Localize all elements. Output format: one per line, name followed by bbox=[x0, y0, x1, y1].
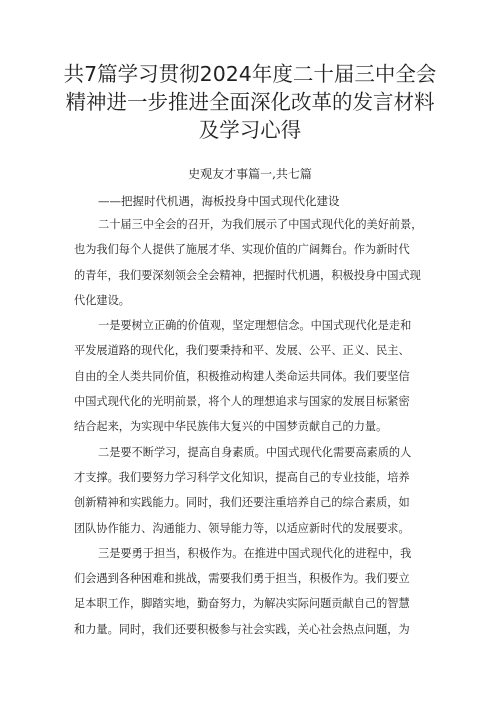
text-line: 团队协作能力、沟通能力、领导能力等，以适应新时代的发展要求。 bbox=[74, 521, 410, 535]
paragraph-4 bbox=[74, 541, 434, 642]
text-line: 的青年，我们要深刻领会全会精神，把握时代机遇，积极投身中国式现 bbox=[74, 268, 421, 282]
document-body bbox=[74, 212, 434, 642]
text-line: 才支撑。我们要努力学习科学文化知识，提高自己的专业技能，培养 bbox=[74, 470, 410, 484]
text-line: 二是要不断学习，提高自身素质。中国式现代化需要高素质的人 bbox=[98, 445, 412, 459]
text-line: 平发展道路的现代化，我们要秉持和平、发展、公平、正义、民主、 bbox=[74, 344, 410, 358]
text-line: 们会遇到各种困难和挑战，需要我们勇于担当，积极作为。我们要立 bbox=[74, 572, 410, 586]
title-line-3: 及学习心得 bbox=[198, 118, 302, 142]
text-line: 一是要树立正确的价值观，坚定理想信念。中国式现代化是走和 bbox=[98, 319, 412, 333]
text-line: 足本职工作，脚踏实地，勤奋努力，为解决实际问题贡献自己的智慧 bbox=[74, 597, 410, 611]
paragraph-2 bbox=[74, 313, 434, 439]
text-line: 也为我们每个人提供了施展才华、实现价值的广阔舞台。作为新时代 bbox=[74, 243, 410, 257]
title-line-1: 共7篇学习贯彻2024年度二十届三中全会 bbox=[63, 62, 437, 86]
paragraph-1 bbox=[74, 212, 434, 313]
text-line: 和力量。同时，我们还要积极参与社会实践，关心社会热点问题，为 bbox=[74, 622, 410, 636]
document-title bbox=[0, 60, 500, 144]
text-line: 创新精神和实践能力。同时，我们还要注重培养自己的综合素质，如 bbox=[74, 496, 410, 510]
title-line-2: 精神进一步推进全面深化改革的发言材料 bbox=[65, 90, 435, 114]
text-line: 二十届三中全会的召开，为我们展示了中国式现代化的美好前景， bbox=[98, 218, 423, 231]
text-line: 自由的全人类共同价值，积极推动构建人类命运共同体。我们要坚信 bbox=[74, 369, 410, 383]
section-tagline: ——把握时代机遇，海板投身中国式现代化建设 bbox=[98, 194, 340, 208]
text-line: 三是要勇于担当，积极作为。在推进中国式现代化的进程中，我 bbox=[98, 546, 412, 560]
section-heading: 史观友才事篇一,共七篇 bbox=[188, 167, 312, 181]
text-line: 代化建设。 bbox=[74, 293, 130, 307]
paragraph-3 bbox=[74, 440, 434, 541]
text-line: 中国式现代化的光明前景，将个人的理想追求与国家的发展目标紧密 bbox=[74, 395, 410, 409]
text-line: 结合起来，为实现中华民族伟大复兴的中国梦贡献自己的力量。 bbox=[74, 420, 388, 434]
